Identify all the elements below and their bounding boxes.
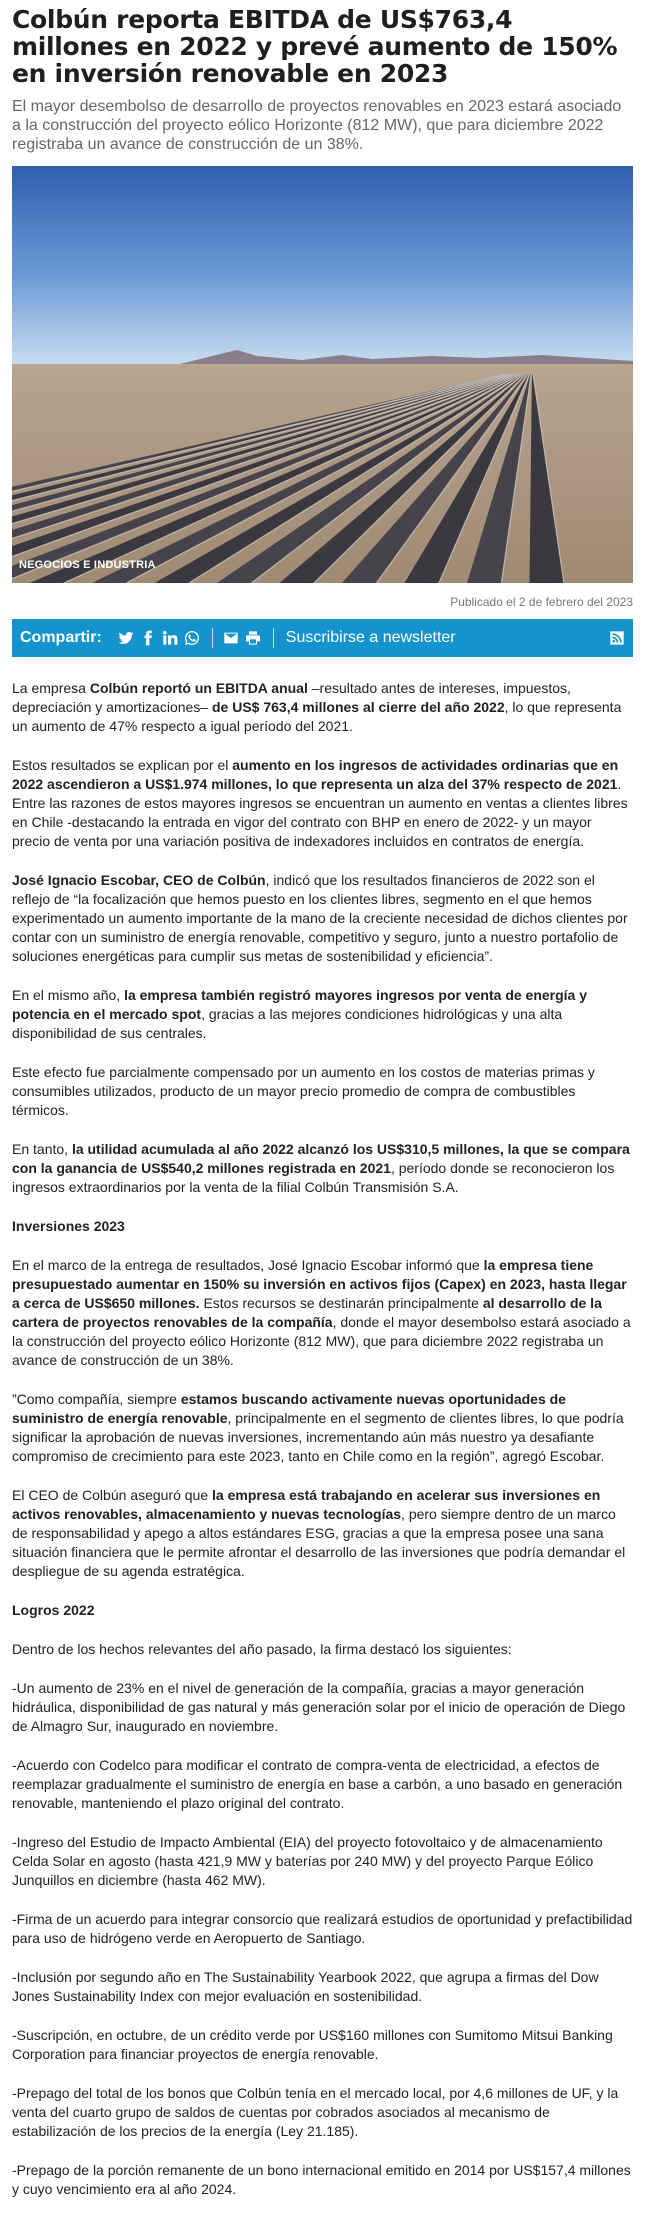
text-run: -Suscripción, en octubre, de un crédito verde por US$160 millones con Sumitomo Mitsui Banking Corporation para financiar proyectos de energía renovable. bbox=[12, 2027, 613, 2062]
paragraph bbox=[12, 1256, 633, 1370]
text-run: La empresa bbox=[12, 680, 90, 696]
paragraph bbox=[12, 871, 633, 966]
whatsapp-icon[interactable] bbox=[182, 628, 202, 648]
email-icon[interactable] bbox=[221, 628, 241, 648]
image-category-tag: NEGOCIOS E INDUSTRIA bbox=[19, 559, 156, 571]
paragraph bbox=[12, 679, 633, 736]
article-title: Colbún reporta EBITDA de US$763,4 millones en 2022 y prevé aumento de 150% en inversión renovable en 2023 bbox=[12, 5, 618, 88]
share-divider bbox=[273, 628, 274, 648]
bold-text: Logros 2022 bbox=[12, 1602, 95, 1618]
text-run: -Un aumento de 23% en el nivel de generación de la compañía, gracias a mayor generación hidráulica, disponibilidad de gas natural y más generación solar por el inicio de operación de Diego de Almagro Sur, inaugurado en noviembre. bbox=[12, 1680, 626, 1734]
bold-text: de US$ 763,4 millones al cierre del año 2022 bbox=[212, 699, 505, 715]
paragraph bbox=[12, 2026, 633, 2064]
paragraph bbox=[12, 986, 633, 1043]
bold-text: al desarrollo de la cartera de proyectos renovables de la compañía bbox=[12, 1295, 602, 1330]
paragraph bbox=[12, 1390, 633, 1466]
facebook-icon[interactable] bbox=[138, 628, 158, 648]
paragraph bbox=[12, 1063, 633, 1120]
text-run: –resultado antes de intereses, impuestos, depreciación y amortizaciones– bbox=[12, 680, 571, 715]
paragraph bbox=[12, 2084, 633, 2141]
text-run: ”Como compañía, siempre bbox=[12, 1391, 181, 1407]
paragraph bbox=[12, 756, 633, 851]
paragraph bbox=[12, 1640, 633, 1659]
share-label: Compartir: bbox=[20, 629, 102, 646]
solar-farm-photo bbox=[12, 166, 633, 583]
paragraph bbox=[12, 2161, 633, 2199]
bold-text: aumento en los ingresos de actividades ordinarias que en 2022 ascendieron a US$1.974 millones, lo que representa un alza del 37% respecto de 2021 bbox=[12, 757, 619, 792]
text-run: Dentro de los hechos relevantes del año pasado, la firma destacó los siguientes: bbox=[12, 1641, 512, 1657]
bold-text: Inversiones 2023 bbox=[12, 1218, 125, 1234]
print-icon[interactable] bbox=[243, 628, 263, 648]
paragraph bbox=[12, 1140, 633, 1197]
paragraph bbox=[12, 1968, 633, 2006]
text-run: El CEO de Colbún aseguró que bbox=[12, 1487, 213, 1503]
text-run: -Prepago del total de los bonos que Colbún tenía en el mercado local, por 4,6 millones de UF, y la venta del cuarto grupo de saldos de cuentas por cobrados asociados al mecanismo de estabilización de los precios de la energía (Ley 21.185). bbox=[12, 2085, 619, 2139]
article-page bbox=[0, 6, 645, 2199]
text-run: -Acuerdo con Codelco para modificar el contrato de compra-venta de electricidad, a efectos de reemplazar gradualmente el suministro de energía en base a carbón, a uno basado en generación renovable, manteniendo el plazo original del contrato. bbox=[12, 1757, 623, 1811]
text-run: , gracias a las mejores condiciones hidrológicas y una alta disponibilidad de sus centrales. bbox=[12, 1006, 563, 1041]
text-run: En tanto, bbox=[12, 1141, 72, 1157]
text-run: -Inclusión por segundo año en The Sustainability Yearbook 2022, que agrupa a firmas del Dow Jones Sustainability Index con mejor evaluación en sostenibilidad. bbox=[12, 1969, 599, 2004]
paragraph bbox=[12, 1486, 633, 1581]
share-bar bbox=[12, 619, 633, 657]
text-run: Estos recursos se destinarán principalmente bbox=[199, 1295, 483, 1311]
bold-text: la empresa también registró mayores ingresos por venta de energía y potencia en el mercado spot bbox=[12, 987, 588, 1022]
article-subtitle: El mayor desembolso de desarrollo de proyectos renovables en 2023 estará asociado a la construcción del proyecto eólico Horizonte (812 MW), que para diciembre 2022 registraba un avance de construcción de un 38%. bbox=[12, 98, 622, 153]
text-run: , indicó que los resultados financieros de 2022 son el reflejo de “la focalización que hemos puesto en los clientes libres, segmento en el que hemos experimentado un aumento importante de la mano de la creciente necesidad de dichos clientes por contar con un suministro de energía renovable, competitivo y seguro, junto a nuestro portafolio de soluciones energéticas para cumplir sus metas de sostenibilidad y eficiencia”. bbox=[12, 872, 628, 964]
newsletter-link[interactable]: Suscribirse a newsletter bbox=[285, 629, 456, 646]
text-run: , lo que representa un aumento de 47% respecto a igual período del 2021. bbox=[12, 699, 622, 734]
text-run: Este efecto fue parcialmente compensado por un aumento en los costos de materias primas y consumibles utilizados, producto de un mayor precio promedio de compra de combustibles térmicos. bbox=[12, 1064, 595, 1118]
text-run: Estos resultados se explican por el bbox=[12, 757, 233, 773]
text-run: , pero siempre dentro de un marco de responsabilidad y apego a altos estándares ESG, gracias a que la empresa posee una sana situación financiera que le permite afrontar el desarrollo de las inversiones que podría demandar el despliegue de su agenda estratégica. bbox=[12, 1506, 626, 1579]
text-run: En el marco de la entrega de resultados, José Ignacio Escobar informó que bbox=[12, 1257, 484, 1273]
text-run: -Firma de un acuerdo para integrar consorcio que realizará estudios de oportunidad y prefactibilidad para uso de hidrógeno verde en Aeropuerto de Santiago. bbox=[12, 1911, 633, 1946]
text-run: . Entre las razones de estos mayores ingresos se encuentran un aumento en ventas a clientes libres en Chile -destacando la entrada en vigor del contrato con BHP en enero de 2022- y un mayor precio de venta por una variación positiva de indexadores incluidos en contratos de energía. bbox=[12, 776, 628, 849]
bold-text: la utilidad acumulada al año 2022 alcanzó los US$310,5 millones, la que se compara con la ganancia de US$540,2 millones registrada en 2021 bbox=[12, 1141, 630, 1176]
hero-image bbox=[12, 166, 633, 583]
text-run: , principalmente en el segmento de clientes libres, lo que podría significar la aprobación de nuevas inversiones, incrementando aún más nuestro ya desafiante compromiso de crecimiento para este 2023, tanto en Chile como en la región”, agregó Escobar. bbox=[12, 1410, 624, 1464]
bold-text: la empresa está trabajando en acelerar sus inversiones en activos renovables, almacenamiento y nuevas tecnologías bbox=[12, 1487, 601, 1522]
rss-icon[interactable] bbox=[609, 630, 625, 646]
section-heading bbox=[12, 1601, 633, 1620]
linkedin-icon[interactable] bbox=[160, 628, 180, 648]
bold-text: la empresa tiene presupuestado aumentar en 150% su inversión en activos fijos (Capex) en 2023, hasta llegar a cerca de US$650 millones. bbox=[12, 1257, 627, 1311]
bold-text: José Ignacio Escobar, CEO de Colbún bbox=[12, 872, 266, 888]
text-run: , período donde se reconocieron los ingresos extraordinarios por la venta de la filial Colbún Transmisión S.A. bbox=[12, 1160, 615, 1195]
publish-date: Publicado el 2 de febrero del 2023 bbox=[450, 595, 633, 609]
text-run: -Prepago de la porción remanente de un bono internacional emitido en 2014 por US$157,4 millones y cuyo vencimiento era al año 2024. bbox=[12, 2162, 631, 2197]
text-run: , donde el mayor desembolso estará asociado a la construcción del proyecto eólico Horizonte (812 MW), que para diciembre 2022 registraba un avance de construcción de un 38%. bbox=[12, 1314, 631, 1368]
share-divider bbox=[212, 628, 213, 648]
bold-text: Colbún reportó un EBITDA anual bbox=[89, 680, 308, 696]
article-body bbox=[12, 679, 633, 2199]
paragraph bbox=[12, 1756, 633, 1813]
twitter-icon[interactable] bbox=[116, 628, 136, 648]
text-run: En el mismo año, bbox=[12, 987, 125, 1003]
paragraph bbox=[12, 1910, 633, 1948]
paragraph bbox=[12, 1833, 633, 1890]
text-run: -Ingreso del Estudio de Impacto Ambiental (EIA) del proyecto fotovoltaico y de almacenamiento Celda Solar en agosto (hasta 421,9 MW y baterías por 240 MW) y del proyecto Parque Eólico Junquillos en diciembre (hasta 462 MW). bbox=[12, 1834, 603, 1888]
paragraph bbox=[12, 1679, 633, 1736]
section-heading bbox=[12, 1217, 633, 1236]
bold-text: estamos buscando activamente nuevas oportunidades de suministro de energía renovable bbox=[12, 1391, 566, 1426]
